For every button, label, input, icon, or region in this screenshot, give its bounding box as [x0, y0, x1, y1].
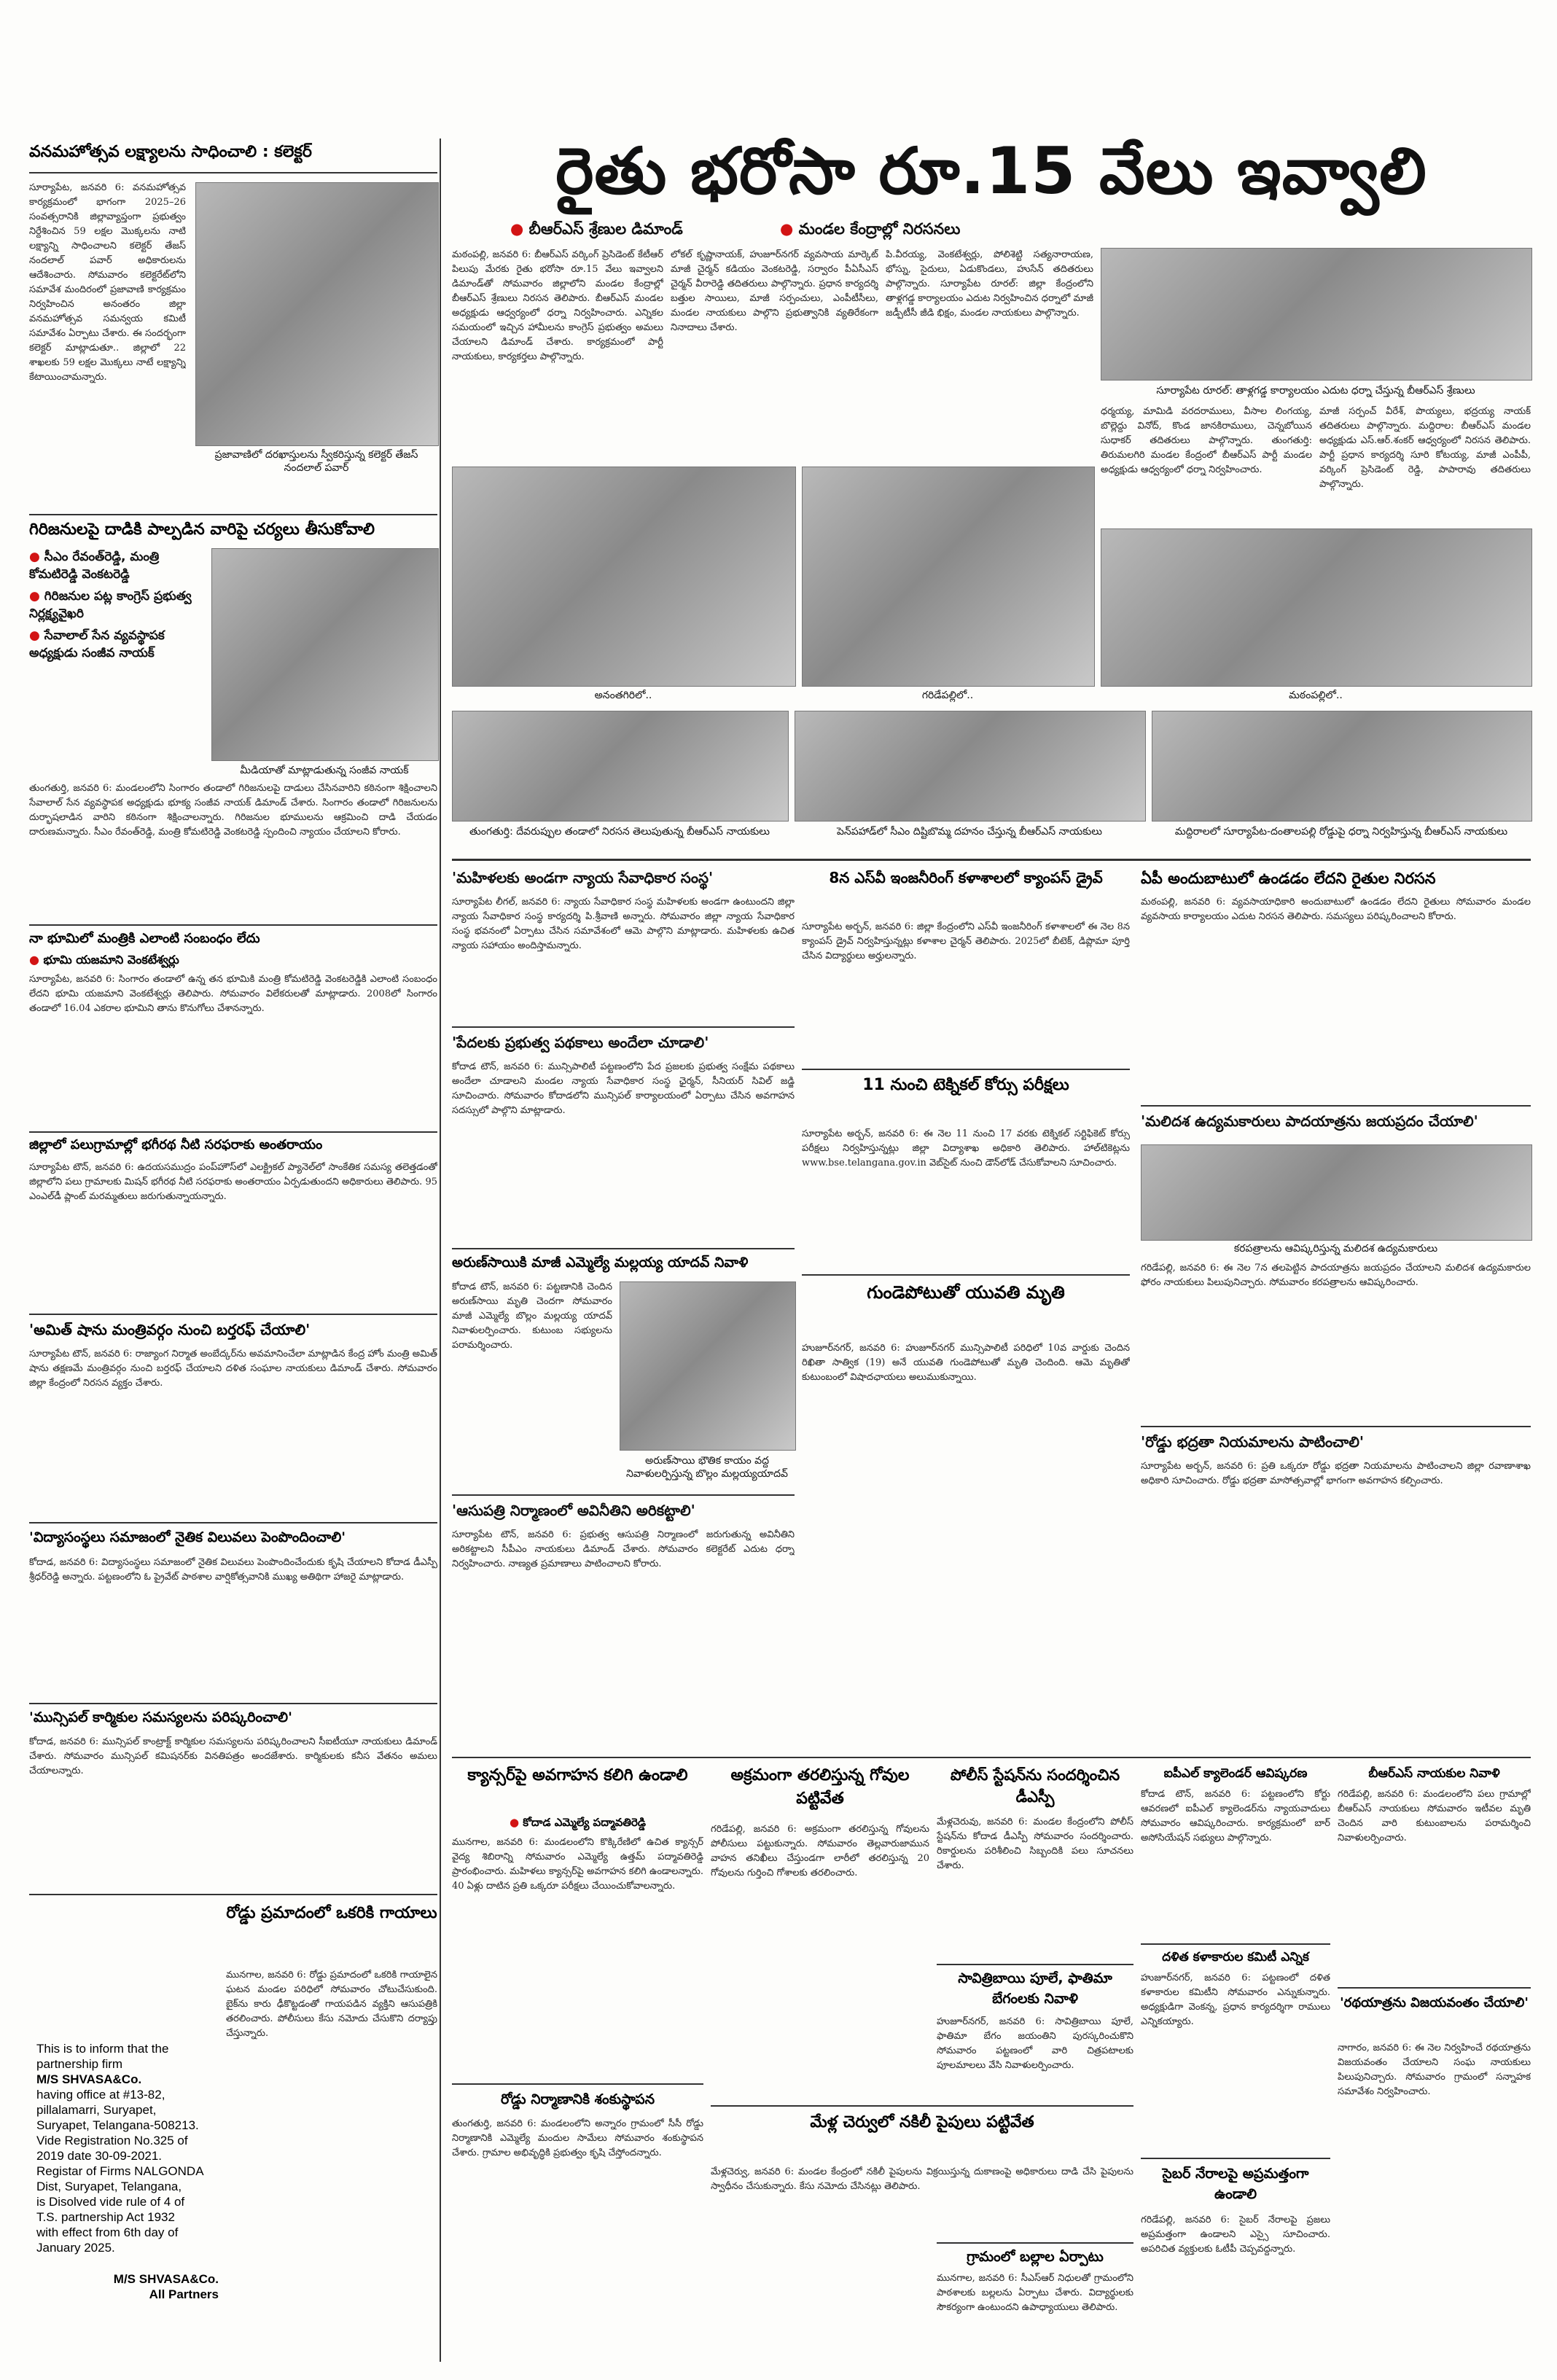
lead-body5: మాజీ సర్పంచ్ వీరేశ్, పొయ్యలు, భద్రయ్య నాయక్ తదితరులు పాల్గొన్నారు. మద్దిరాల: బీఆర్‌ఎస్ మండల అధ్యక్షుడు ఎస్.ఆర్.శంకర్ ఆధ్వర్యంలో నిరసన తెలిపారు. పార్టీ ప్రధాన కార్యదర్శి సూరి కోటయ్య, మాజీ ఎంపీపీ, వర్కింగ్ ప్రెసిడెంట్ రెడ్డి, పాపారావు తదితరులు పాల్గొన్నారు. [1319, 406, 1531, 490]
o-headline: ఏపీ అందుబాటులో ఉండడం లేదని రైతుల నిరసన [1141, 870, 1436, 887]
lead-body1: మఠంపల్లి, జనవరి 6: బీఆర్‌ఎస్ వర్కింగ్ ప్రెసిడెంట్ కేటీఆర్ పిలుపు మేరకు రైతు భరోసా రూ.15 వేలు ఇవ్వాలని డిమాండ్‌తో సోమవారం జిల్లాలోని మండల కేంద్రాల్లో బీఆర్ఎస్ శ్రేణులు నిరసన తెలిపారు. బీఆర్ఎస్ మండల అధ్యక్షుడు ఆధ్వర్యంలో ధర్నా నిర్వహించారు. ఎన్నికల సమయంలో ఇచ్చిన హామీలను కాంగ్రెస్ ప్రభుత్వం అమలు చేయాలని డిమాండ్ చేశారు. కార్యక్రమంలో పార్టీ నాయకులు, కార్యకర్తలు పాల్గొన్నారు. [452, 249, 663, 362]
lead-masthead: రైతు భరోసా రూ.15 వేలు ఇవ్వాలి [555, 133, 1427, 208]
lead-photo-suryapet [1101, 248, 1532, 381]
e-headline: 11 నుంచి టెక్నికల్ కోర్సు పరీక్షలు [862, 1076, 1069, 1094]
lead-body3: పి.వీరయ్య, వెంకటేశ్వర్లు, పోలిశెట్టి సత్యనారాయణ, భోస్ను, సైదులు, ఏడుకొండలు, హుసేన్ తదితరులు పాల్గొన్నారు. సూర్యాపేట రూరల్: జిల్లా కేంద్రంలోని తాళ్లగడ్డ కార్యాలయం ఎదుట నిర్వహించిన ధర్నాలో మాజీ జడ్పీటీసీ జీడి భిక్షం, మండల నాయకులు పాల్గొన్నారు. [886, 249, 1093, 319]
j-headline: రోడ్డు నిర్మాణానికి శంకుస్థాపన [500, 2091, 655, 2107]
lead-body4: ధర్మయ్య, మామిడి వరదరాములు, వీసాల లింగయ్య, బొల్లెద్దు వినోద్, కొండ జానకిరాములు, చెన్నబోయిన సుధాకర్ తదితరులు పాల్గొన్నారు. తుంగతుర్తి: తిరుమలగిరి మండల కేంద్రంలో బీఆర్ఎస్ పార్టీ మండల అధ్యక్షుడు ఆధ్వర్యంలో ధర్నా నిర్వహించారు. [1101, 406, 1312, 475]
photo-mathampally [1101, 528, 1532, 687]
b-headline: 'పేదలకు ప్రభుత్వ పథకాలు అందేలా చూడాలి' [452, 1034, 709, 1051]
s5-body: సూర్యాపేట టౌన్, జనవరి 6: రాజ్యాంగ నిర్మాత అంబేద్కర్‌ను అవమానించేలా మాట్లాడిన కేంద్ర హోం మంత్రి అమిత్ షాను తక్షణమే మంత్రివర్గం నుంచి బర్తరఫ్ చేయాలని దళిత సంఘాల నాయకులు డిమాండ్ చేశారు. సోమవారం జిల్లా కేంద్రంలో నిరసన వ్యక్తం చేశారు. [29, 1349, 437, 1389]
t-headline: సైబర్ నేరాలపై అప్రమత్తంగా ఉండాలి [1162, 2166, 1309, 2202]
s2-bullet-list [29, 548, 204, 666]
photo-garidepally [802, 467, 1095, 687]
photo-maddirala [1152, 711, 1532, 822]
p-body: గరిడేపల్లి, జనవరి 6: ఈ నెల 7న తలపెట్టిన పాదయాత్రను జయప్రదం చేయాలని మలిదశ ఉద్యమకారుల ఫోరం నాయకులు పిలుపునిచ్చారు. సోమవారం కరపత్రాలను ఆవిష్కరించారు. [1141, 1263, 1531, 1288]
i-body: గరిడేపల్లి, జనవరి 6: అక్రమంగా తరలిస్తున్న గోవులను పోలీసులు పట్టుకున్నారు. సోమవారం తెల్లవారుజామున వాహన తనిఖీలు చేస్తుండగా లారీలో తరలిస్తున్న 20 గోవులను గుర్తించి గోశాలకు తరలించారు. [711, 1824, 929, 1878]
f-headline: గుండెపోటుతో యువతి మృతి [867, 1282, 1065, 1303]
cap-tungaturthi: తుంగతుర్తి: దేవరుప్పుల తండాలో నిరసన తెలుపుతున్న బీఆర్ఎస్ నాయకులు [469, 826, 770, 838]
notice-signature: M/S SHVASA&Co. [113, 2272, 219, 2286]
n-body: మునగాల, జనవరి 6: సీఎస్ఆర్ నిధులతో గ్రామంలోని పాఠశాలకు బల్లలను ఏర్పాటు చేశారు. విద్యార్థులకు సౌకర్యంగా ఉంటుందని ఉపాధ్యాయులు తెలిపారు. [937, 2273, 1133, 2313]
cap-ananthagiri: అనంతగిరిలో.. [594, 690, 652, 701]
s8-headline: రోడ్డు ప్రమాదంలో ఒకరికి గాయాలు [226, 1904, 437, 1922]
s1-caption: ప్రజావాణిలో దరఖాస్తులను స్వీకరిస్తున్న కలెక్టర్ తేజస్ నందలాల్ పవార్ [214, 449, 418, 474]
a-headline: 'మహిళలకు అండగా న్యాయ సేవాధికార సంస్థ' [452, 869, 714, 886]
a-body: సూర్యాపేట లీగల్, జనవరి 6: న్యాయ సేవాధికార సంస్థ మహిళలకు అండగా ఉంటుందని జిల్లా న్యాయ సేవాధికార సంస్థ కార్యదర్శి పి.శ్రీవాణి అన్నారు. సోమవారం జిల్లా న్యాయ సేవాధికార సంస్థ భవనంలో ఏర్పాటు చేసిన సమావేశంలో ఆమె పాల్గొని మాట్లాడారు. మహిళలకు ఉచిత న్యాయ సహాయం అందిస్తామన్నారు. [452, 897, 795, 951]
h-subhead: ● కోదాడ ఎమ్మెల్యే పద్మావతిరెడ్డి [509, 1816, 647, 1829]
lead-sub1: ● బీఆర్ఎస్ శ్రేణుల డిమాండ్ [510, 220, 683, 238]
r-body: కోదాడ టౌన్, జనవరి 6: పట్టణంలోని కోర్టు ఆవరణలో ఐపీఎల్ క్యాలెండర్‌ను న్యాయవాదులు సోమవారం ఆవిష్కరించారు. కార్యక్రమంలో బార్ అసోసియేషన్ సభ్యులు పాల్గొన్నారు. [1141, 1789, 1330, 1843]
q-headline: 'రోడ్డు భద్రతా నియమాలను పాటించాలి' [1141, 1433, 1364, 1451]
cap-mathampally: మఠంపల్లిలో.. [1289, 690, 1343, 701]
s6-headline: 'విద్యాసంస్థలు సమాజంలో నైతిక విలువలు పెంపొందించాలి' [29, 1529, 346, 1545]
s4-body: సూర్యాపేట టౌన్, జనవరి 6: ఉదయసముద్రం పంప్‌హౌస్‌లో ఎలక్ట్రికల్ ప్యానెల్‌లో సాంకేతిక సమస్య తలెత్తడంతో జిల్లాలోని పలు గ్రామాలకు మిషన్ భగీరథ నీటి సరఫరాకు అంతరాయం ఏర్పడుతుందని అధికారులు తెలిపారు. 95 ఎంఎల్‌డీ ప్లాంట్ మరమ్మతులు జరుగుతున్నాయన్నారు. [29, 1162, 437, 1202]
u-headline: బీఆర్ఎస్ నాయకుల నివాళి [1368, 1766, 1500, 1781]
g-body: సూర్యాపేట టౌన్, జనవరి 6: ప్రభుత్వ ఆసుపత్రి నిర్మాణంలో జరుగుతున్న అవినీతిని అరికట్టాలని సీపీఎం నాయకులు డిమాండ్ చేశారు. సోమవారం కలెక్టరేట్ ఎదుట ధర్నా నిర్వహించారు. నాణ్యత ప్రమాణాలు పాటించాలని కోరారు. [452, 1529, 795, 1569]
s3-headline: నా భూమిలో మంత్రికి ఎలాంటి సంబంధం లేదు [29, 931, 260, 946]
s1-headline: వనమహోత్సవ లక్ష్యాలను సాధించాలి : కలెక్టర్ [29, 143, 312, 161]
photo-tungaturthi [452, 711, 789, 822]
collector-photo [195, 182, 439, 446]
b-body: కోదాడ టౌన్, జనవరి 6: మున్సిపాలిటీ పట్టణంలోని పేద ప్రజలకు ప్రభుత్వ సంక్షేమ పథకాలు అందేలా చూడాలని మండల న్యాయ సేవాధికార సంస్థ ఛైర్మన్, సీనియర్ సివిల్ జడ్జి సూచించారు. సోమవారం కోదాడలోని మున్సిపల్ కార్యాలయంలో ఏర్పాటు చేసిన అవగాహన సదస్సులో పాల్గొని మాట్లాడారు. [452, 1061, 795, 1116]
s6-body: కోదాడ, జనవరి 6: విద్యాసంస్థలు సమాజంలో నైతిక విలువలు పెంపొందించేందుకు కృషి చేయాలని కోదాడ డీఎస్పీ శ్రీధర్‌రెడ్డి అన్నారు. పట్టణంలోని ఓ ప్రైవేట్ పాఠశాల వార్షికోత్సవానికి ముఖ్య అతిథిగా హాజరై మాట్లాడారు. [29, 1557, 437, 1583]
s2-bullet: ● సీఎం రేవంత్‌రెడ్డి, మంత్రి కోమటిరెడ్డి వెంకటరెడ్డి [29, 550, 160, 582]
k-body: మేళ్లచెరువు, జనవరి 6: మండల కేంద్రంలోని పోలీస్ స్టేషన్‌ను కోదాడ డీఎస్పీ సోమవారం సందర్శించారు. రికార్డులను పరిశీలించి సిబ్బందికి పలు సూచనలు చేశారు. [937, 1817, 1133, 1871]
j-body: తుంగతుర్తి, జనవరి 6: మండలంలోని అన్నారం గ్రామంలో సీసీ రోడ్డు నిర్మాణానికి ఎమ్మెల్యే మందుల సామేలు సోమవారం శంకుస్థాపన చేశారు. గ్రామాల అభివృద్ధికి ప్రభుత్వం కృషి చేస్తోందన్నారు. [452, 2118, 703, 2158]
e-body: సూర్యాపేట అర్బన్, జనవరి 6: ఈ నెల 11 నుంచి 17 వరకు టెక్నికల్ సర్టిఫికెట్ కోర్సు పరీక్షలు నిర్వహిస్తున్నట్లు జిల్లా విద్యాశాఖ అధికారి తెలిపారు. హాల్‌టికెట్లను www.bse.telangana.gov.in వెబ్‌సైట్ నుంచి డౌన్‌లోడ్ చేసుకోవాలని సూచించారు. [802, 1128, 1130, 1168]
m-body: మేళ్లచెర్వు, జనవరి 6: మండల కేంద్రంలో నకిలీ పైపులను విక్రయిస్తున్న దుకాణంపై అధికారులు దాడి చేసి పైపులను స్వాధీనం చేసుకున్నారు. కేసు నమోదు చేసినట్లు తెలిపారు. [711, 2166, 1133, 2192]
cap-garidepally: గరిడేపల్లిలో.. [921, 690, 974, 701]
s4-headline: జిల్లాలో పలుగ్రామాల్లో భగీరథ నీటి సరఫరాకు అంతరాయం [29, 1137, 323, 1152]
d-body: సూర్యాపేట అర్బన్, జనవరి 6: జిల్లా కేంద్రంలోని ఎస్‌వీ ఇంజనీరింగ్ కళాశాలలో ఈ నెల 8న క్యాంపస్ డ్రైవ్ నిర్వహిస్తున్నట్లు కళాశాల చైర్మన్ తెలిపారు. 2025లో బీటెక్, డిప్లొమా పూర్తి చేసిన విద్యార్థులు అర్హులన్నారు. [802, 921, 1130, 961]
c-headline: అరుణ్‌సాయికి మాజీ ఎమ్మెల్యే మల్లయ్య యాదవ్ నివాళి [452, 1255, 749, 1271]
cap-maddirala: మద్దిరాలలో సూర్యాపేట-దంతాలపల్లి రోడ్డుపై ధర్నా నిర్వహిస్తున్న బీఆర్ఎస్ నాయకులు [1174, 826, 1508, 838]
sanjeev-photo [211, 548, 439, 761]
lead-caption-rt: సూర్యాపేట రూరల్: తాళ్లగడ్డ కార్యాలయం ఎదుట ధర్నా చేస్తున్న బీఆర్ఎస్ శ్రేణులు [1156, 385, 1475, 397]
s1-body: సూర్యాపేట, జనవరి 6: వనమహోత్సవ కార్యక్రమంలో భాగంగా 2025–26 సంవత్సరానికి జిల్లావ్యాప్తంగా ప్రభుత్వం నిర్దేశించిన 59 లక్షల మొక్కలను నాటి లక్ష్యాన్ని సాధించాలని కలెక్టర్ తేజస్ నందలాల్ పవార్ అధికారులను ఆదేశించారు. సోమవారం కలెక్టరేట్‌లోని సమావేశ మందిరంలో ప్రజావాణి కార్యక్రమం నిర్వహించిన అనంతరం జిల్లా వనమహోత్సవ సమన్వయ కమిటీ సమావేశం ఏర్పాటు చేశారు. ఈ సందర్భంగా కలెక్టర్ మాట్లాడుతూ.. జిల్లాలో 22 శాఖలకు 59 లక్షల మొక్కలు నాటే లక్ష్యాన్ని కేటాయించామన్నారు. [29, 182, 186, 383]
s-body: హుజూర్‌నగర్, జనవరి 6: పట్టణంలో దళిత కళాకారుల కమిటీని సోమవారం ఎన్నుకున్నారు. అధ్యక్షుడిగా వెంకన్న, ప్రధాన కార్యదర్శిగా రాములు ఎన్నికయ్యారు. [1141, 1973, 1330, 2027]
s2-bullet: ● గిరిజనుల పట్ల కాంగ్రెస్ ప్రభుత్వ నిర్లక్ష్యవైఖరి [29, 589, 192, 621]
s2-caption: మీడియాతో మాట్లాడుతున్న సంజీవ నాయక్ [240, 765, 409, 776]
i-headline: అక్రమంగా తరలిస్తున్న గోవుల పట్టివేత [730, 1766, 910, 1808]
v-body: నాగారం, జనవరి 6: ఈ నెల నిర్వహించే రథయాత్రను విజయవంతం చేయాలని సంఘ నాయకులు పిలుపునిచ్చారు. సోమవారం గ్రామంలో సన్నాహక సమావేశం నిర్వహించారు. [1338, 2042, 1531, 2097]
notice-partners: All Partners [149, 2287, 219, 2301]
n-headline: గ్రామంలో బల్లాల ఏర్పాటు [967, 2249, 1104, 2265]
s8-body: మునగాల, జనవరి 6: రోడ్డు ప్రమాదంలో ఒకరికి గాయాలైన ఘటన మండల పరిధిలో సోమవారం చోటుచేసుకుంది. బైక్‌ను కారు ఢీకొట్టడంతో గాయపడిన వ్యక్తిని ఆసుపత్రికి తరలించారు. పోలీసులు కేసు నమోదు చేసుకొని దర్యాప్తు చేస్తున్నారు. [226, 1970, 437, 2039]
v-headline: 'రథయాత్రను విజయవంతం చేయాలి' [1340, 1995, 1529, 2010]
s-headline: దళిత కళాకారుల కమిటీ ఎన్నిక [1162, 1950, 1309, 1965]
s2-headline: గిరిజనులపై దాడికి పాల్పడిన వారిపై చర్యలు తీసుకోవాలి [29, 520, 375, 539]
r-headline: ఐపీఎల్ క్యాలెండర్ ఆవిష్కరణ [1163, 1766, 1308, 1781]
s2-body: తుంగతుర్తి, జనవరి 6: మండలంలోని సింగారం తండాలో గిరిజనులపై దాడులు చేసినవారిని కఠినంగా శిక్షించాలని సేవాలాల్ సేన వ్యవస్థాపక అధ్యక్షుడు భూక్య సంజీవ నాయక్ డిమాండ్ చేశారు. సింగారం తండాలో గిరిజనులను దుర్భాషలాడిన వారిని కఠినంగా శిక్షించాలన్నారు. గిరిజనుల భూములను ఆక్రమించి దాడి చేయడం దారుణమన్నారు. సీఎం రేవంత్‌రెడ్డి, మంత్రి కోమటిరెడ్డి వెంకటరెడ్డి స్పందించి న్యాయం చేయాలని కోరారు. [29, 783, 437, 838]
u-body: గరిడేపల్లి, జనవరి 6: మండలంలోని పలు గ్రామాల్లో బీఆర్ఎస్ నాయకులు సోమవారం ఇటీవల మృతి చెందిన వారి కుటుంబాలను పరామర్శించి నివాళులర్పించారు. [1338, 1789, 1531, 1843]
p-headline: 'మలిదశ ఉద్యమకారులు పాదయాత్రను జయప్రదం చేయాలి' [1141, 1112, 1478, 1130]
s5-headline: 'అమిత్ షాను మంత్రివర్గం నుంచి బర్తరఫ్ చేయాలి' [29, 1321, 311, 1338]
s7-headline: 'మున్సిపల్ కార్మికుల సమస్యలను పరిష్కరించాలి' [29, 1709, 292, 1725]
q-body: సూర్యాపేట అర్బన్, జనవరి 6: ప్రతి ఒక్కరూ రోడ్డు భద్రతా నియమాలను పాటించాలని జిల్లా రవాణాశాఖ అధికారి సూచించారు. రోడ్డు భద్రతా మాసోత్సవాల్లో భాగంగా అవగాహన కల్పించారు. [1141, 1461, 1531, 1486]
s2-bullet: ● సేవాలాల్ సేన వ్యవస్థాపక అధ్యక్షుడు సంజీవ నాయక్ [29, 628, 165, 660]
t-body: గరిడేపల్లి, జనవరి 6: సైబర్ నేరాలపై ప్రజలు అప్రమత్తంగా ఉండాలని ఎస్సై సూచించారు. అపరిచిత వ్యక్తులకు ఓటీపీ చెప్పవద్దన్నారు. [1141, 2215, 1330, 2255]
l-headline: సావిత్రిబాయి పూలే, ఫాతిమా బేగంలకు నివాళి [958, 1970, 1112, 2007]
p-photo [1141, 1144, 1532, 1241]
lead-sub2: ● మండల కేంద్రాల్లో నిరసనలు [780, 220, 961, 238]
h-body: మునగాల, జనవరి 6: మండలంలోని కొక్కిరేణిలో ఉచిత క్యాన్సర్ వైద్య శిబిరాన్ని సోమవారం ఎమ్మెల్యే ఉత్తమ్ పద్మావతిరెడ్డి ప్రారంభించారు. మహిళలు క్యాన్సర్‌పై అవగాహన కలిగి ఉండాలన్నారు. 40 ఏళ్లు దాటిన ప్రతి ఒక్కరూ పరీక్షలు చేయించుకోవాలన్నారు. [452, 1837, 703, 1892]
lead-body2: లోకల్ కృష్ణానాయక్, హుజూర్‌నగర్ వ్యవసాయ మార్కెట్ మాజీ చైర్మన్ కడియం వెంకటరెడ్డి, సర్వారం పీఏసీఎస్ చైర్మన్ వీరారెడ్డి తదితరులు పాల్గొన్నారు. ప్రధాన కార్యదర్శి బత్తుల సాయిలు, మాజీ సర్పంచులు, ఎంపీటీసీలు, మండల నాయకులు పాల్గొని ప్రభుత్వానికి వ్యతిరేకంగా నినాదాలు చేశారు. [671, 249, 878, 333]
s3-body: సూర్యాపేట, జనవరి 6: సింగారం తండాలో ఉన్న తన భూమికి మంత్రి కోమటిరెడ్డి వెంకటరెడ్డికి ఎలాంటి సంబంధం లేదని భూమి యజమాని వెంకటేశ్వర్లు తెలిపారు. సోమవారం విలేకరులతో మాట్లాడారు. 2008లో సింగారం తండాలో 16.04 ఎకరాల భూమిని తాను కొనుగోలు చేశానన్నారు. [29, 974, 437, 1014]
s7-body: కోదాడ, జనవరి 6: మున్సిపల్ కాంట్రాక్ట్ కార్మికుల సమస్యలను పరిష్కరించాలని సీఐటీయూ నాయకులు డిమాండ్ చేశారు. సోమవారం మున్సిపల్ కమిషనర్‌కు వినతిపత్రం అందజేశారు. కార్మికులకు కనీస వేతనం అమలు చేయాలన్నారు. [29, 1736, 437, 1776]
o-body: మఠంపల్లి, జనవరి 6: వ్యవసాయాధికారి అందుబాటులో ఉండడం లేదని రైతులు సోమవారం మండల వ్యవసాయ కార్యాలయం ఎదుట నిరసన తెలిపారు. సమస్యలు పరిష్కరించాలని కోరారు. [1141, 897, 1531, 922]
h-headline: క్యాన్సర్‌పై అవగాహన కలిగి ఉండాలి [467, 1766, 688, 1784]
photo-penpahad [795, 711, 1146, 822]
cap-penpahad: పెన్‌పహాడ్‌లో సీఎం దిష్టిబొమ్మ దహనం చేస్తున్న బీఆర్ఎస్ నాయకులు [836, 826, 1103, 838]
c-caption: అరుణ్‌సాయి భౌతిక కాయం వద్ద నివాళులర్పిస్తున్న బొల్లం మల్లయ్యయాదవ్ [626, 1455, 788, 1480]
p-caption: కరపత్రాలను ఆవిష్కరిస్తున్న మలిదశ ఉద్యమకారులు [1233, 1243, 1438, 1255]
legal-notice: This is to inform that the partnership firm M/S SHVASA&Co. having office at #13-82, pillalamarri, Suryapet, Suryapet, Telangana-508213. Vide Registration No.325 of 2019 date 30-09-2021. Registar of Firms NALGONDA Dist, Suryapet, Telangana, is Disolved vide rule of 4 of T.S. partnership Act 1932 with effect from 6th day of January 2025. M/S SHVASA&Co. All Partners [36, 2042, 219, 2301]
l-body: హుజూర్‌నగర్, జనవరి 6: సావిత్రిబాయి పూలే, ఫాతిమా బేగం జయంతిని పురస్కరించుకొని సోమవారం పట్టణంలో వారి చిత్రపటాలకు పూలమాలలు వేసి నివాళులర్పించారు. [937, 2016, 1133, 2071]
m-headline: మేళ్ల చెర్వులో నకిలీ పైపులు పట్టివేత [810, 2113, 1034, 2131]
k-headline: పోలీస్ స్టేషన్‌ను సందర్శించిన డీఎస్పీ [950, 1766, 1120, 1806]
arunsai-photo [620, 1281, 796, 1451]
c-body: కోదాడ టౌన్, జనవరి 6: పట్టణానికి చెందిన అరుణ్‌సాయి మృతి చెందగా సోమవారం మాజీ ఎమ్మెల్యే బొల్లం మల్లయ్య యాదవ్ నివాళులర్పించారు. కుటుంబ సభ్యులను పరామర్శించారు. [452, 1281, 612, 1351]
s3-subhead: ● భూమి యజమాని వెంకటేశ్వర్లు [29, 953, 179, 967]
photo-ananthagiri [452, 467, 796, 687]
f-body: హుజూర్‌నగర్, జనవరి 6: హుజూర్‌నగర్ మున్సిపాలిటీ పరిధిలో 10వ వార్డుకు చెందిన రిఖితా సాత్విక (19) అనే యువతి గుండెపోటుతో మృతి చెందింది. ఆమె మృతితో కుటుంబంలో విషాదఛాయలు అలుముకున్నాయి. [802, 1343, 1130, 1383]
d-headline: 8న ఎస్‌వీ ఇంజనీరింగ్ కళాశాలలో క్యాంపస్ డ్రైవ్ [829, 869, 1103, 886]
g-headline: 'ఆసుపత్రి నిర్మాణంలో అవినీతిని అరికట్టాలి' [452, 1502, 695, 1519]
